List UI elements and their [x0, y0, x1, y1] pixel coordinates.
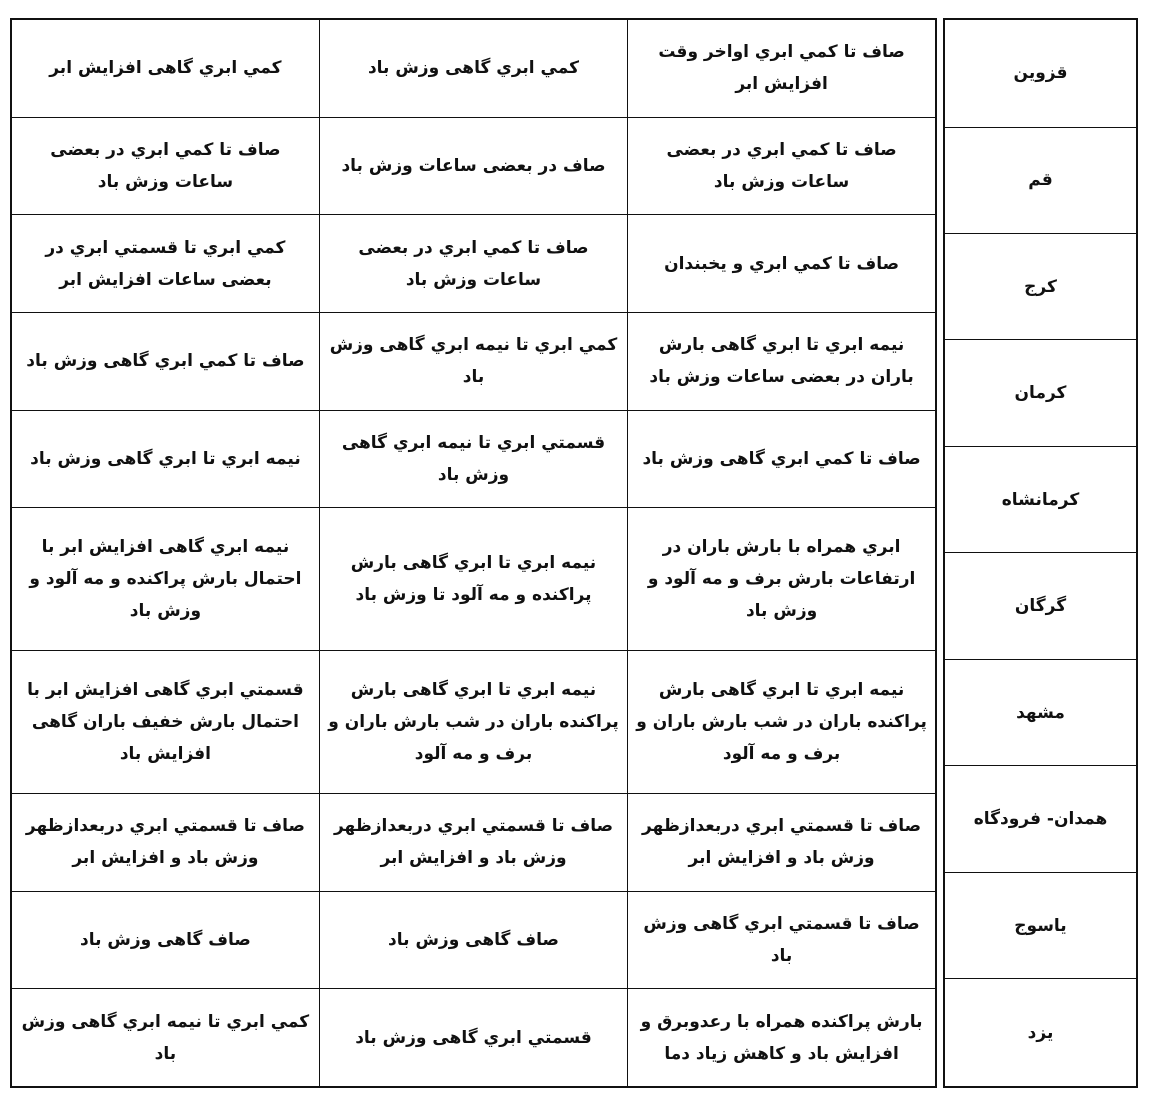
forecast-cell-day2: كمي ابري گاهی وزش باد	[319, 19, 627, 117]
forecast-cell-day2: قسمتي ابري تا نيمه ابري گاهی وزش باد	[319, 410, 627, 508]
city-row	[944, 446, 1137, 552]
forecast-cell-day2: صاف تا كمي ابري در بعضی ساعات وزش باد	[319, 215, 627, 313]
city-name-table-body	[944, 19, 1137, 1087]
forecast-cell-day1: بارش پراكنده همراه با رعدوبرق و افزايش باد و كاهش زياد دما	[628, 989, 936, 1087]
forecast-row	[11, 651, 936, 794]
forecast-table	[10, 18, 937, 1088]
forecast-row	[11, 313, 936, 411]
forecast-table-body	[11, 19, 936, 1087]
forecast-cell-day3: صاف تا قسمتي ابري دربعدازظهر وزش باد و افزايش ابر	[11, 793, 319, 891]
city-row	[944, 979, 1137, 1087]
city-name-cell: قزوين	[944, 19, 1137, 127]
forecast-cell-day3: نيمه ابري گاهی افزايش ابر با احتمال بارش پراكنده و مه آلود و وزش باد	[11, 508, 319, 651]
forecast-cell-day1: صاف تا كمي ابري در بعضی ساعات وزش باد	[628, 117, 936, 215]
city-name-cell: كرج	[944, 234, 1137, 340]
forecast-row	[11, 117, 936, 215]
city-name-cell: مشهد	[944, 659, 1137, 765]
forecast-row	[11, 19, 936, 117]
forecast-cell-day1: صاف تا كمي ابري اواخر وقت افزايش ابر	[628, 19, 936, 117]
forecast-cell-day2: نيمه ابري تا ابري گاهی بارش پراكنده باران در شب بارش باران و برف و مه آلود	[319, 651, 627, 794]
city-name-cell: گرگان	[944, 553, 1137, 659]
city-row	[944, 553, 1137, 659]
city-name-cell: ياسوج	[944, 872, 1137, 978]
forecast-cell-day1: صاف تا كمي ابري و يخبندان	[628, 215, 936, 313]
city-row	[944, 659, 1137, 765]
forecast-cell-day3: كمي ابري تا قسمتي ابري در بعضی ساعات افزايش ابر	[11, 215, 319, 313]
forecast-cell-day1: نيمه ابري تا ابري گاهی بارش باران در بعضی ساعات وزش باد	[628, 313, 936, 411]
forecast-cell-day2: صاف تا قسمتي ابري دربعدازظهر وزش باد و افزايش ابر	[319, 793, 627, 891]
forecast-cell-day3: صاف گاهی وزش باد	[11, 891, 319, 989]
forecast-cell-day3: صاف تا كمي ابري در بعضی ساعات وزش باد	[11, 117, 319, 215]
city-row	[944, 340, 1137, 446]
forecast-row	[11, 508, 936, 651]
city-name-cell: يزد	[944, 979, 1137, 1087]
city-name-cell: قم	[944, 127, 1137, 233]
forecast-cell-day1: صاف تا قسمتي ابري گاهی وزش باد	[628, 891, 936, 989]
forecast-cell-day3: كمي ابري تا نيمه ابري گاهی وزش باد	[11, 989, 319, 1087]
forecast-cell-day1: صاف تا كمي ابري گاهی وزش باد	[628, 410, 936, 508]
forecast-row	[11, 410, 936, 508]
forecast-cell-day2: صاف در بعضی ساعات وزش باد	[319, 117, 627, 215]
forecast-cell-day3: نيمه ابري تا ابري گاهی وزش باد	[11, 410, 319, 508]
forecast-row	[11, 891, 936, 989]
forecast-cell-day2: صاف گاهی وزش باد	[319, 891, 627, 989]
city-name-cell: كرمانشاه	[944, 446, 1137, 552]
forecast-cell-day1: ابري همراه با بارش باران در ارتفاعات بارش برف و مه آلود و وزش باد	[628, 508, 936, 651]
forecast-cell-day2: قسمتي ابري گاهی وزش باد	[319, 989, 627, 1087]
forecast-cell-day1: صاف تا قسمتي ابري دربعدازظهر وزش باد و افزايش ابر	[628, 793, 936, 891]
forecast-row	[11, 793, 936, 891]
forecast-row	[11, 215, 936, 313]
city-row	[944, 19, 1137, 127]
city-row	[944, 234, 1137, 340]
city-row	[944, 127, 1137, 233]
city-name-table	[943, 18, 1138, 1088]
forecast-cell-day3: كمي ابري گاهی افزايش ابر	[11, 19, 319, 117]
forecast-cell-day2: نيمه ابري تا ابري گاهی بارش پراكنده و مه آلود تا وزش باد	[319, 508, 627, 651]
forecast-row	[11, 989, 936, 1087]
forecast-cell-day3: قسمتي ابري گاهی افزايش ابر با احتمال بارش خفيف باران گاهی افزايش باد	[11, 651, 319, 794]
forecast-cell-day1: نيمه ابري تا ابري گاهی بارش پراكنده باران در شب بارش باران و برف و مه آلود	[628, 651, 936, 794]
city-row	[944, 766, 1137, 872]
forecast-cell-day2: كمي ابري تا نيمه ابري گاهی وزش باد	[319, 313, 627, 411]
forecast-sheet	[10, 18, 1138, 1088]
city-name-cell: همدان- فرودگاه	[944, 766, 1137, 872]
city-name-cell: كرمان	[944, 340, 1137, 446]
city-row	[944, 872, 1137, 978]
forecast-cell-day3: صاف تا كمي ابري گاهی وزش باد	[11, 313, 319, 411]
